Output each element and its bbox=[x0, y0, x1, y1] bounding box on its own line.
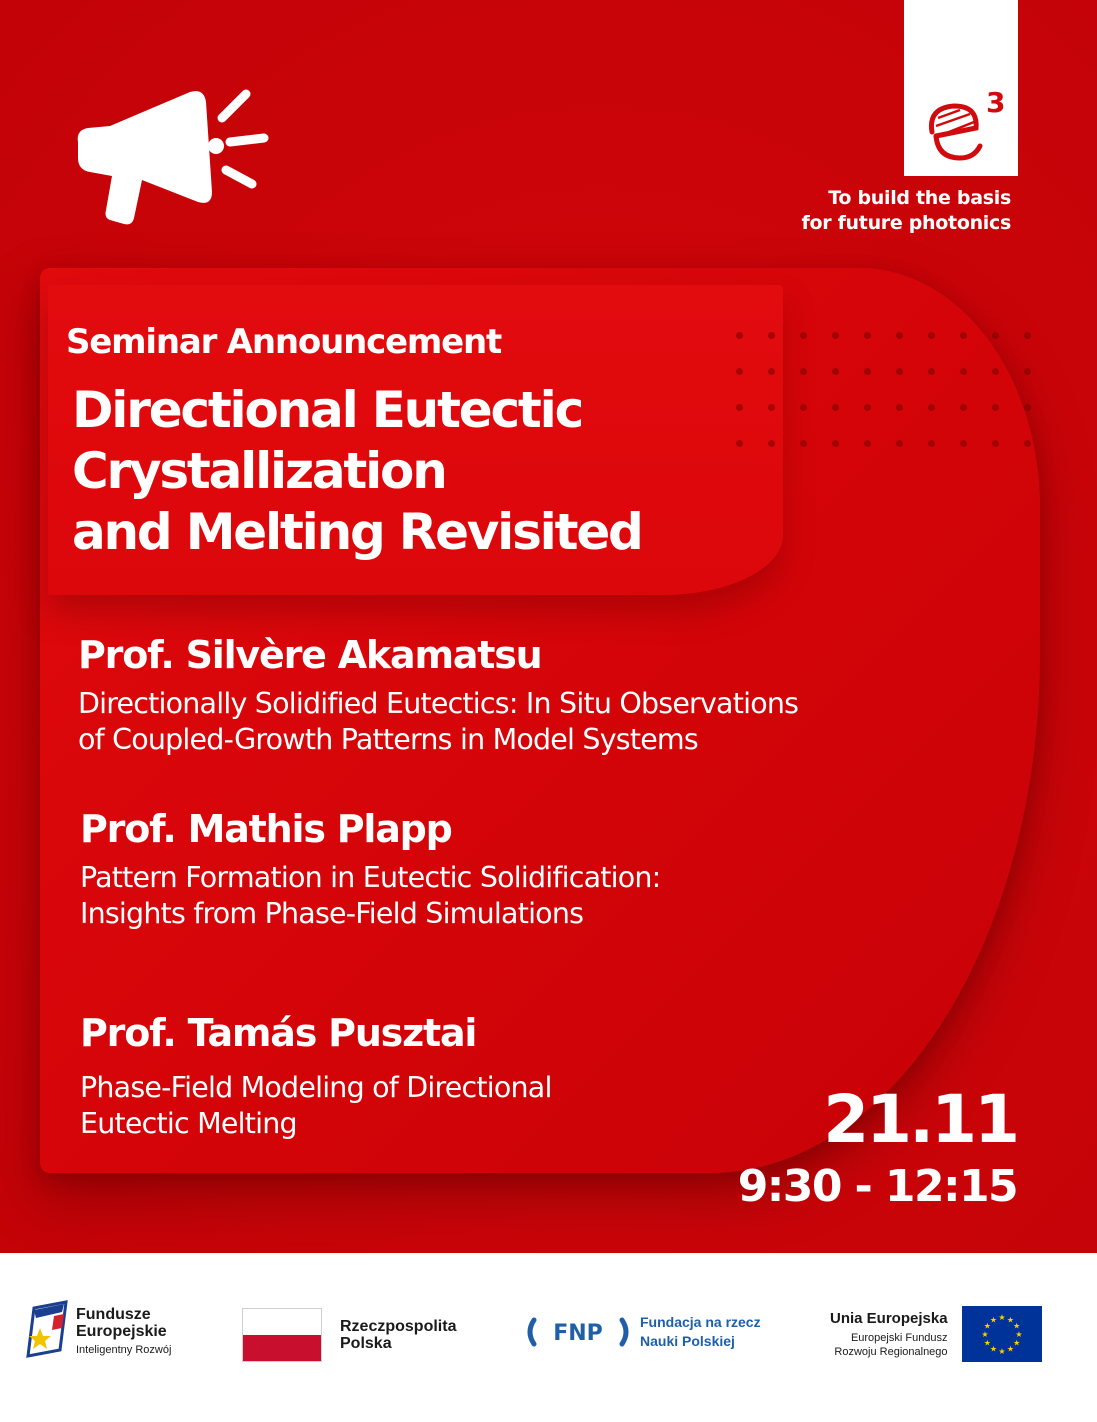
rp-line-2: Polska bbox=[340, 1335, 392, 1352]
talk-title-line-2: Eutectic Melting bbox=[80, 1107, 297, 1140]
rp-line-1: Rzeczpospolita bbox=[340, 1318, 457, 1335]
tagline-line-2: for future photonics bbox=[801, 212, 1011, 234]
eu-star-icon: ★ bbox=[1006, 1315, 1014, 1325]
eu-star-icon: ★ bbox=[1012, 1338, 1020, 1348]
megaphone-icon bbox=[70, 80, 280, 230]
logo-unia-europejska bbox=[830, 1306, 1042, 1362]
talk-title bbox=[80, 1070, 552, 1142]
eu-star-icon: ★ bbox=[997, 1347, 1006, 1356]
svg-text:3: 3 bbox=[986, 88, 1006, 119]
speaker-pusztai bbox=[80, 1010, 552, 1142]
fnp-logo-mark bbox=[524, 1310, 632, 1354]
eu-star-icon: ★ bbox=[1012, 1321, 1020, 1331]
ue-line-2: Europejski Fundusz bbox=[850, 1331, 948, 1344]
fundusze-europejskie-icon bbox=[26, 1298, 70, 1360]
speaker-name: Prof. Silvère Akamatsu bbox=[78, 633, 542, 677]
talk-title-line-2: Insights from Phase-Field Simulations bbox=[80, 897, 584, 930]
logo-rzeczpospolita-polska bbox=[242, 1308, 456, 1362]
ue-line-1: Unia Europejska bbox=[830, 1309, 948, 1327]
talk-title-line-2: of Coupled-Growth Patterns in Model Systems bbox=[78, 723, 698, 756]
e3-logo-mark bbox=[914, 88, 1009, 170]
fnp-line-2: Nauki Polskiej bbox=[640, 1333, 735, 1349]
fnp-line-1: Fundacja na rzecz bbox=[640, 1314, 761, 1330]
eu-star-icon: ★ bbox=[989, 1315, 997, 1325]
eu-star-icon: ★ bbox=[983, 1321, 991, 1331]
event-time: 9:30 - 12:15 bbox=[737, 1161, 1017, 1212]
event-date: 21.11 bbox=[823, 1081, 1017, 1158]
e3-logo bbox=[904, 0, 1018, 176]
talk-title bbox=[78, 686, 798, 758]
ue-line-3: Rozwoju Regionalnego bbox=[834, 1345, 948, 1358]
fe-line-1: Fundusze bbox=[76, 1305, 151, 1323]
speaker-akamatsu bbox=[78, 632, 798, 758]
eu-flag-icon bbox=[962, 1306, 1042, 1362]
fe-line-3: Inteligentny Rozwój bbox=[76, 1343, 172, 1356]
talk-title-line-1: Phase-Field Modeling of Directional bbox=[80, 1071, 552, 1104]
talk-title-line-1: Pattern Formation in Eutectic Solidification: bbox=[80, 861, 661, 894]
polish-flag-icon bbox=[242, 1308, 322, 1362]
logo-fnp bbox=[524, 1310, 761, 1354]
logo-fundusze-europejskie bbox=[26, 1298, 171, 1360]
talk-title bbox=[80, 860, 660, 932]
speaker-name: Prof. Tamás Pusztai bbox=[80, 1011, 477, 1055]
eu-star-icon: ★ bbox=[983, 1338, 991, 1348]
speaker-name: Prof. Mathis Plapp bbox=[80, 807, 452, 851]
event-datetime bbox=[738, 1080, 1017, 1214]
seminar-kicker: Seminar Announcement bbox=[66, 322, 502, 362]
talk-title-line-1: Directionally Solidified Eutectics: In Situ Observations bbox=[78, 687, 799, 720]
eu-star-icon: ★ bbox=[989, 1344, 997, 1354]
title-line-1: Directional Eutectic bbox=[72, 381, 583, 439]
title-line-3: and Melting Revisited bbox=[72, 503, 642, 561]
svg-text:FNP: FNP bbox=[553, 1321, 603, 1346]
seminar-title bbox=[72, 380, 792, 563]
eu-star-icon: ★ bbox=[1014, 1330, 1023, 1339]
tagline-line-1: To build the basis bbox=[828, 187, 1011, 209]
eu-star-icon: ★ bbox=[997, 1313, 1006, 1322]
eu-star-icon: ★ bbox=[1006, 1344, 1014, 1354]
eu-star-icon: ★ bbox=[980, 1330, 989, 1339]
speaker-plapp bbox=[80, 806, 660, 932]
fe-line-2: Europejskie bbox=[76, 1322, 167, 1340]
tagline bbox=[801, 186, 1011, 236]
title-line-2: Crystallization bbox=[72, 442, 446, 500]
